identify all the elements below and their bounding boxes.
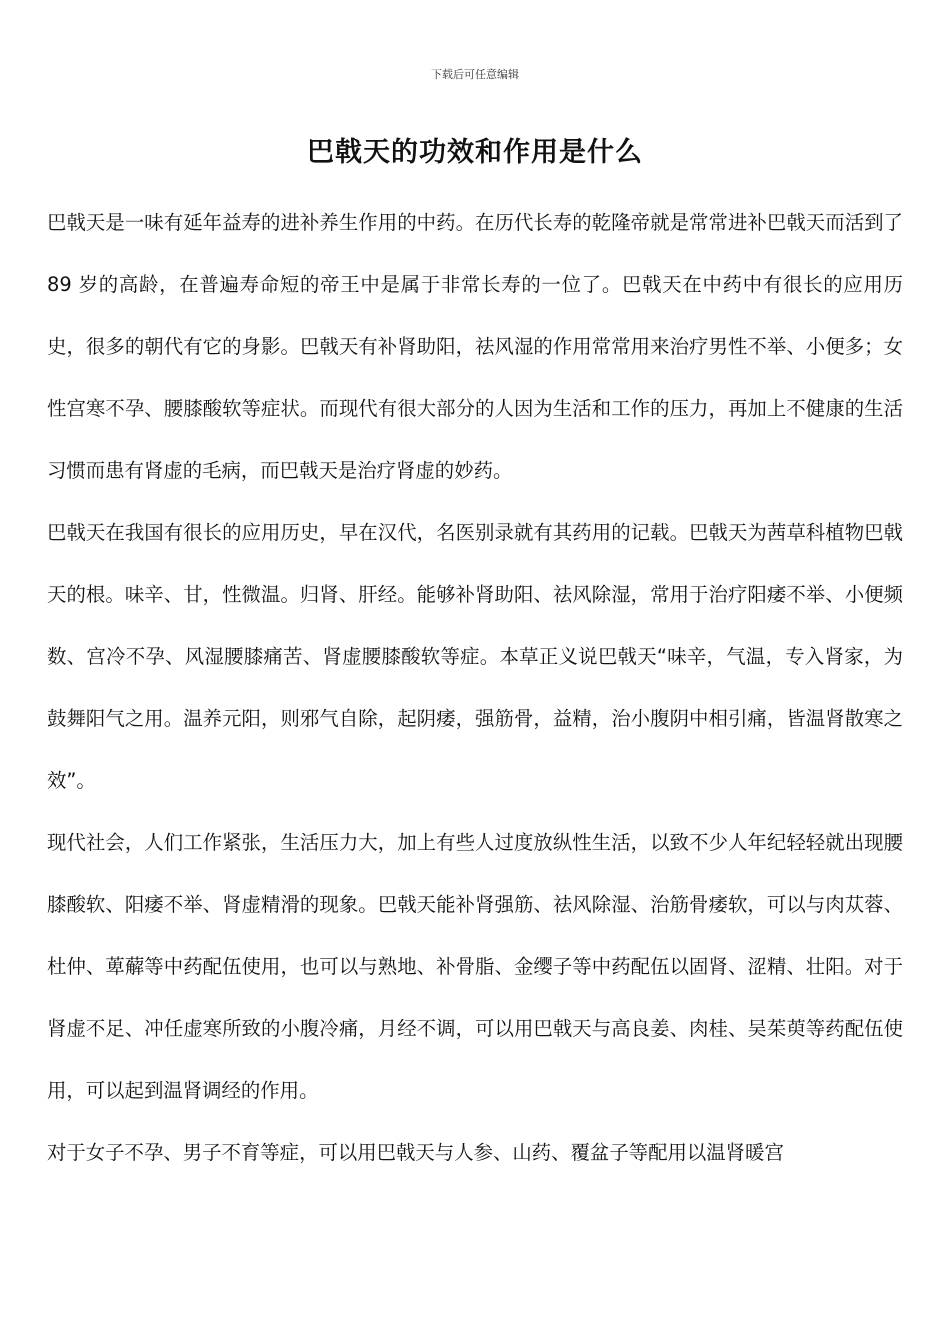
page-title: 巴戟天的功效和作用是什么 — [307, 137, 643, 168]
paragraph-1: 巴戟天是一味有延年益寿的进补养生作用的中药。在历代长寿的乾隆帝就是常常进补巴戟天而活到了 89 岁的高龄，在普遍寿命短的帝王中是属于非常长寿的一位了。巴戟天在中药中有很长的应用历史，很多的朝代有它的身影。巴戟天有补肾助阳，祛风湿的作用常常用来治疗男性不举、小便多；女性宫寒不孕、腰膝酸软等症状。而现代有很大部分的人因为生活和工作的压力，再加上不健康的生活习惯而患有肾虚的毛病，而巴戟天是治疗肾虚的妙药。 — [47, 211, 903, 482]
paragraph-4: 对于女子不孕、男子不育等症，可以用巴戟天与人参、山药、覆盆子等配用以温肾暖宫 — [47, 1141, 784, 1164]
header-note: 下载后可任意编辑 — [431, 68, 519, 81]
paragraph-3: 现代社会，人们工作紧张，生活压力大，加上有些人过度放纵性生活，以致不少人年纪轻轻就出现腰膝酸软、阳痿不举、肾虚精滑的现象。巴戟天能补肾强筋、祛风除湿、治筋骨痿软，可以与肉苁蓉、杜仲、萆薢等中药配伍使用，也可以与熟地、补骨脂、金缨子等中药配伍以固肾、涩精、壮阳。对于肾虚不足、冲任虚寒所致的小腹冷痛，月经不调，可以用巴戟天与高良姜、肉桂、吴茱萸等药配伍使用，可以起到温肾调经的作用。 — [47, 831, 903, 1102]
paragraph-2: 巴戟天在我国有很长的应用历史，早在汉代，名医别录就有其药用的记载。巴戟天为茜草科植物巴戟天的根。味辛、甘，性微温。归肾、肝经。能够补肾助阳、祛风除湿，常用于治疗阳痿不举、小便频数、宫冷不孕、风湿腰膝痛苦、肾虚腰膝酸软等症。本草正义说巴戟天“味辛，气温，专入肾家，为鼓舞阳气之用。温养元阳，则邪气自除，起阴痿，强筋骨，益精，治小腹阴中相引痛，皆温肾散寒之效”。 — [47, 521, 903, 792]
article-body — [47, 192, 903, 1184]
